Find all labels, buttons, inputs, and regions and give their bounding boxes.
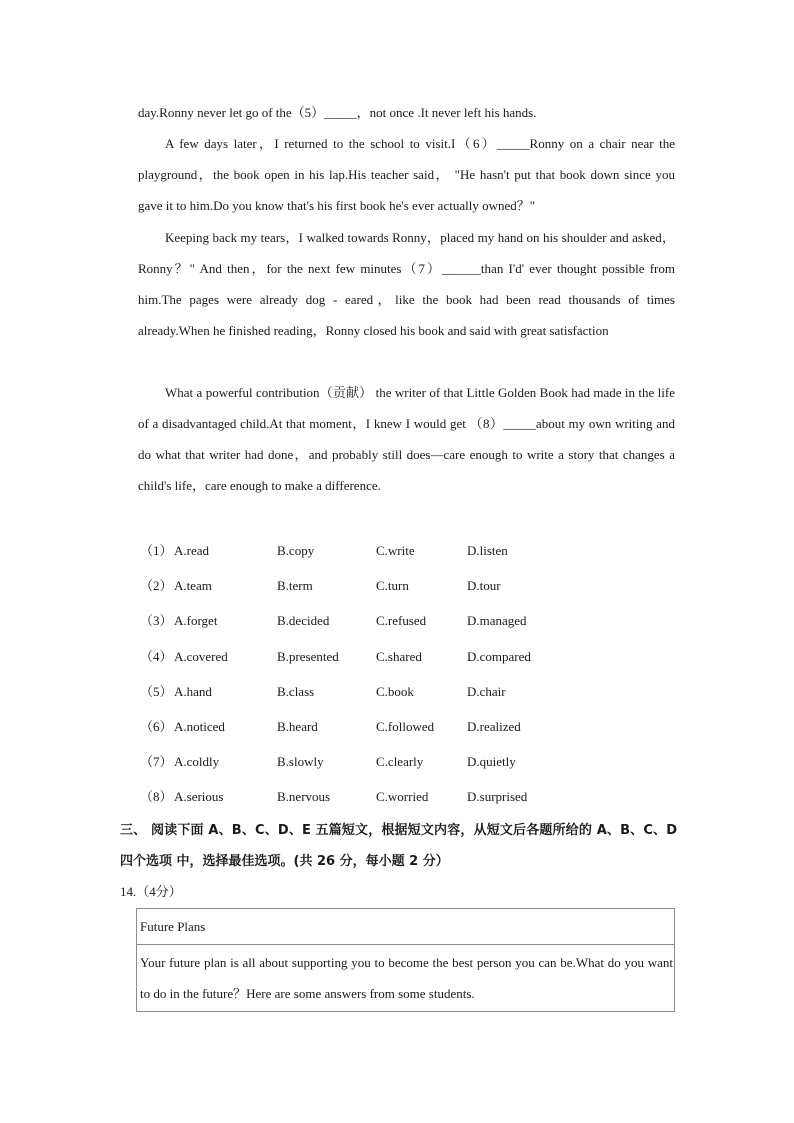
reading-text-box bbox=[136, 908, 675, 1012]
option-b: B.heard bbox=[277, 718, 318, 734]
option-row-1 bbox=[140, 536, 560, 571]
option-row-2 bbox=[140, 571, 560, 606]
option-d: D.chair bbox=[467, 683, 506, 699]
passage-paragraph-4: What a powerful contribution（贡献） the writer of that Little Golden Book had made in the life of a disadvantaged child.At that moment，I knew I would get （8）_____about my own writing and do what that writer had done，and probably still does—care enough to write a story that changes a child's life，care enough to make a difference. bbox=[138, 385, 675, 493]
option-b: B.nervous bbox=[277, 789, 331, 805]
option-b: B.class bbox=[277, 683, 315, 699]
box-body: Your future plan is all about supporting you to become the best person you can be.What do you want to do in the future？Here are some answers from some students. bbox=[140, 955, 673, 1001]
option-a: A.hand bbox=[174, 683, 212, 699]
option-number: （8） bbox=[140, 789, 173, 805]
option-a: A.coldly bbox=[174, 754, 220, 770]
passage-paragraph-1: day.Ronny never let go of the（5）_____，not once .It never left his hands. bbox=[138, 105, 537, 120]
option-d: D.listen bbox=[467, 543, 508, 558]
option-a: A.forget bbox=[174, 613, 218, 629]
option-number: （4） bbox=[140, 648, 173, 664]
option-row-4 bbox=[140, 642, 560, 677]
option-c: C.followed bbox=[376, 718, 435, 734]
passage-paragraph-2: A few days later，I returned to the school to visit.I（6）_____Ronny on a chair near the playground，the book open in his lap.His teacher said， "He hasn't put that book down since you gave it to him.Do you know that's his first book he's ever actually owned？" bbox=[138, 136, 675, 213]
option-number: （7） bbox=[140, 754, 173, 770]
option-a: A.serious bbox=[174, 789, 224, 805]
passage-paragraph-3: Keeping back my tears，I walked towards Ronny，placed my hand on his shoulder and asked，Ronny？" And then，for the next few minutes（7）______than I'd' ever thought possible from him.The pages were already dog - eared，like the book had been read thousands of times already.When he finished reading，Ronny closed his book and said with great satisfaction bbox=[138, 230, 675, 338]
option-d: D.surprised bbox=[467, 789, 528, 805]
option-row-3 bbox=[140, 606, 560, 641]
option-number: （3） bbox=[140, 613, 173, 629]
option-a: A.read bbox=[174, 543, 210, 558]
answer-options-table bbox=[140, 536, 560, 818]
option-b: B.term bbox=[277, 578, 313, 594]
option-number: （6） bbox=[140, 718, 173, 734]
option-a: A.team bbox=[174, 578, 212, 594]
option-number: （5） bbox=[140, 683, 173, 699]
option-b: B.presented bbox=[277, 648, 339, 664]
option-d: D.tour bbox=[467, 578, 501, 594]
option-b: B.copy bbox=[277, 543, 315, 558]
option-c: C.book bbox=[376, 683, 414, 699]
option-d: D.managed bbox=[467, 613, 527, 629]
section-heading: 三、 阅读下面 A、B、C、D、E 五篇短文，根据短文内容，从短文后各题所给的 A、B、C、D 四个选项 中，选择最佳选项。(共 26 分，每小题 2 分） bbox=[120, 823, 677, 869]
option-d: D.compared bbox=[467, 648, 531, 664]
option-b: B.decided bbox=[277, 613, 330, 629]
option-c: C.turn bbox=[376, 578, 409, 594]
option-b: B.slowly bbox=[277, 754, 324, 770]
option-c: C.refused bbox=[376, 613, 427, 629]
option-c: C.clearly bbox=[376, 754, 424, 770]
option-a: A.noticed bbox=[174, 718, 225, 734]
box-title: Future Plans bbox=[137, 909, 674, 945]
option-row-5 bbox=[140, 677, 560, 712]
option-number: （1） bbox=[140, 543, 173, 558]
option-c: C.worried bbox=[376, 789, 429, 805]
option-c: C.shared bbox=[376, 648, 422, 664]
option-row-6 bbox=[140, 712, 560, 747]
option-row-8 bbox=[140, 782, 560, 817]
question-number: 14.（4分） bbox=[120, 884, 182, 899]
option-number: （2） bbox=[140, 578, 173, 594]
option-c: C.write bbox=[376, 543, 415, 558]
option-a: A.covered bbox=[174, 648, 228, 664]
option-row-7 bbox=[140, 747, 560, 782]
option-d: D.quietly bbox=[467, 754, 516, 770]
option-d: D.realized bbox=[467, 718, 521, 734]
